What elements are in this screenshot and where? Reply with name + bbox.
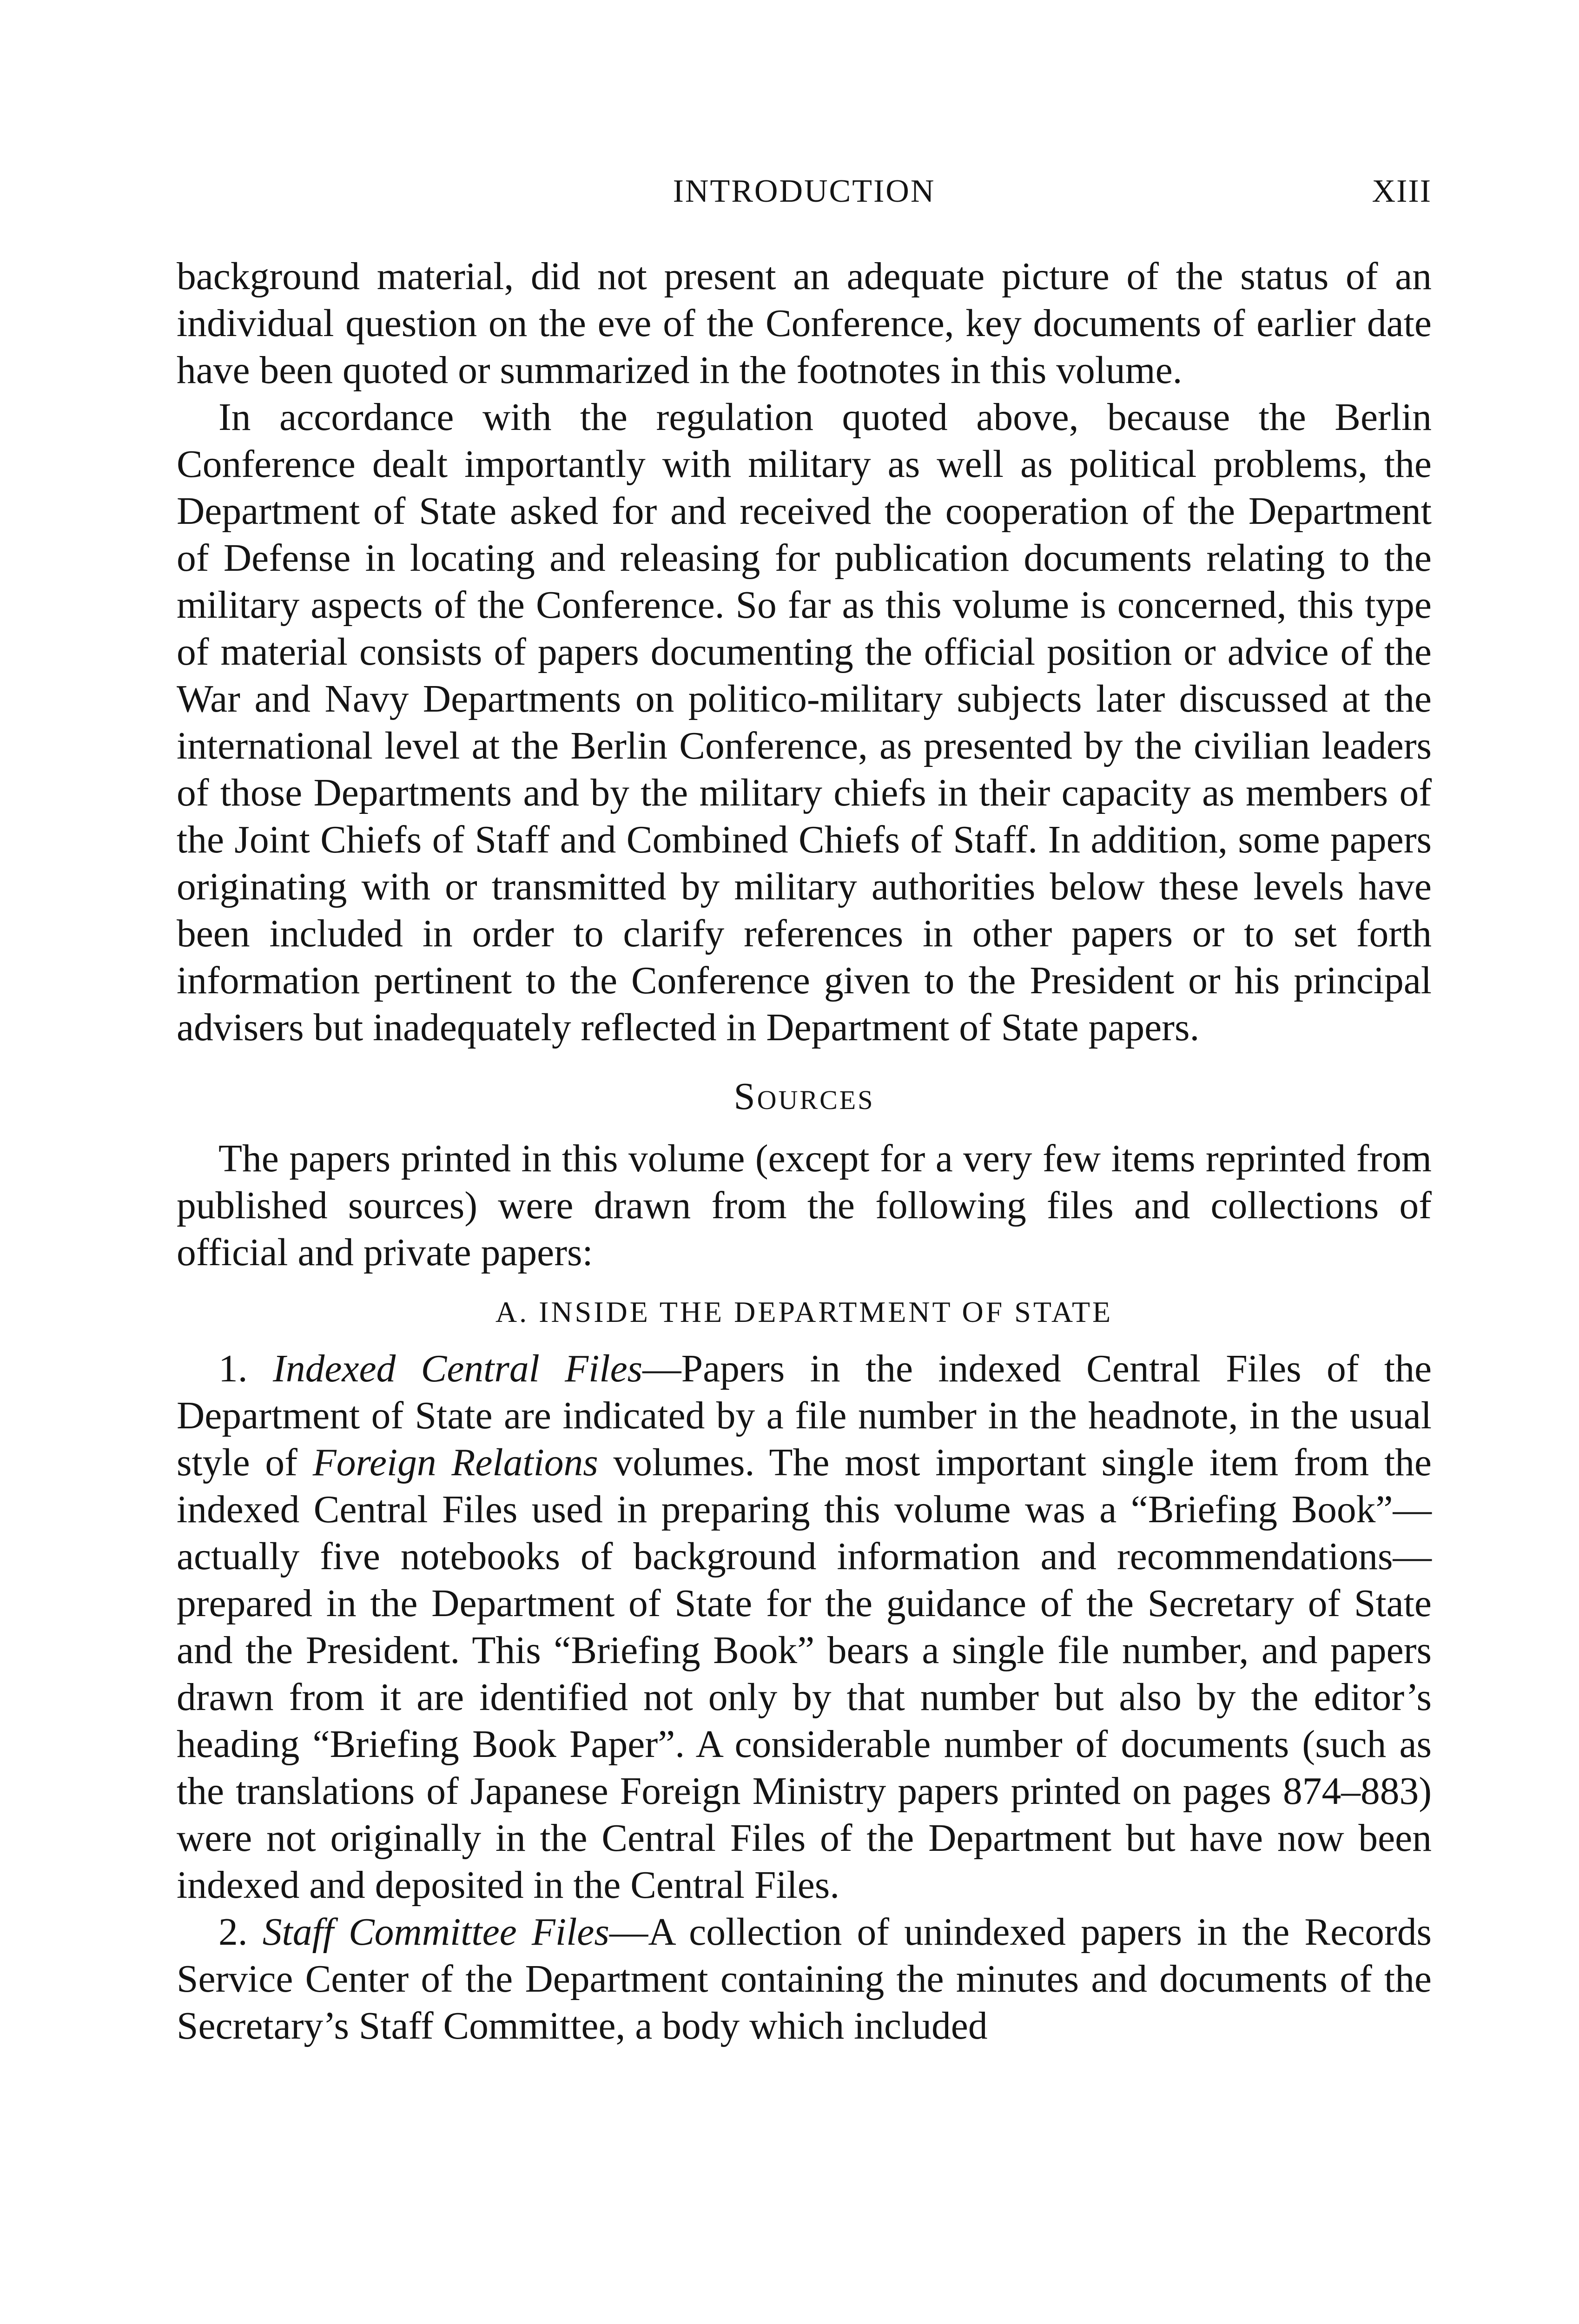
section-heading-sources: Sources [733, 1075, 875, 1117]
paragraph-military-cooperation: In accordance with the regulation quoted above, because the Berlin Conference dealt importantly with military as well as political problems, the Department of State asked for and received the cooperation of the Department of Defense in locating and releasing for publication documents relating to the military aspects of the Conference. So far as this volume is concerned, this type of material consists of papers documenting the official position or advice of the War and Navy Departments on politico-military subjects later discussed at the international level at the Berlin Conference, as presented by the civilian leaders of those Departments and by the military chiefs in their capacity as members of the Joint Chiefs of Staff and Combined Chiefs of Staff. In addition, some papers originating with or transmitted by military authorities below these levels have been included in order to clarify references in other papers or to set forth information pertinent to the Conference given to the President or his principal advisers but inadequately reflected in Department of State papers. [177, 396, 1432, 1049]
item-text-part: —Papers in the indexed Central Files of the Department of State are indicated by a file number in the headnote, in the usual style of [177, 1347, 1432, 1484]
item-title: Indexed Central Files [273, 1347, 643, 1390]
item-title: Staff Committee Files [262, 1911, 609, 1954]
list-item-staff-committee-files [177, 1909, 1432, 2050]
subheading-inside-department: A. INSIDE THE DEPARTMENT OF STATE [495, 1295, 1113, 1328]
item-text: —A collection of unindexed papers in the Records Service Center of the Department containing the minutes and documents of the Secretary’s Staff Committee, a body which included [177, 1911, 1432, 2047]
item-number: 2. [218, 1911, 248, 1954]
item-number: 1. [218, 1347, 248, 1390]
paragraph-sources-intro: The papers printed in this volume (except for a very few items reprinted from published sources) were drawn from the following files and collections of official and private papers: [177, 1137, 1432, 1274]
page-header [177, 173, 1432, 215]
running-title: INTRODUCTION [673, 173, 936, 209]
page-body [177, 253, 1432, 2050]
list-item-indexed-central-files [177, 1346, 1432, 1909]
page-number: XIII [1372, 173, 1432, 209]
item-text-part: volumes. The most important single item from the indexed Central Files used in preparing this volume was a “Briefing Book”—actually five notebooks of background information and recommendations—prepared in the Department of State for the guidance of the Secretary of State and the President. This “Briefing Book” bears a single file number, and papers drawn from it are identified not only by that number but also by the editor’s heading “Briefing Book Paper”. A considerable number of documents (such as the translations of Japanese Foreign Ministry papers printed on pages 874–883) were not originally in the Central Files of the Department but have now been indexed and deposited in the Central Files. [177, 1441, 1432, 1907]
paragraph-continuation: background material, did not present an adequate picture of the status of an individual question on the eve of the Conference, key documents of earlier date have been quoted or summarized in the footnotes in this volume. [177, 255, 1432, 392]
item-italic-phrase: Foreign Relations [312, 1441, 598, 1484]
